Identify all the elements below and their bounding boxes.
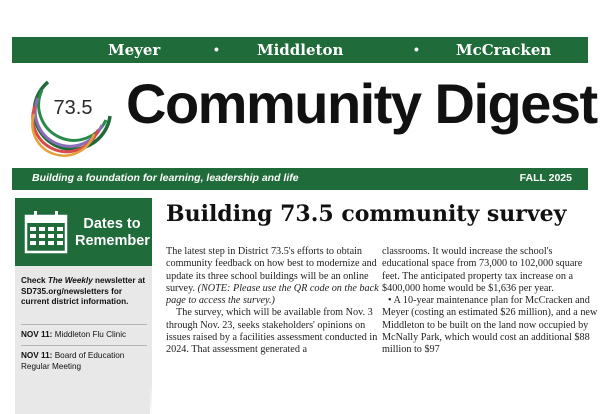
article-column-1 — [166, 246, 384, 357]
school-names-bar — [12, 37, 588, 63]
article-paragraph: • A 10-year maintenance plan for McCracken and Meyer (costing an estimated $26 million), and a new Middleton to be built on the land now occupied by McNally Park, which would cost an additional $88 million to $97 — [382, 295, 598, 356]
dates-sidebar — [15, 198, 152, 414]
event-date: NOV 11: — [21, 351, 53, 360]
event-item — [21, 351, 149, 372]
note-suffix: newsletter at SD735.org/newsletters for current district information. — [21, 276, 146, 306]
dates-title-line1: Dates to — [83, 216, 141, 232]
article-paragraph — [166, 246, 384, 307]
newsletter-name: The Weekly — [47, 276, 93, 285]
issue-season: FALL 2025 — [519, 172, 572, 184]
calendar-icon — [24, 210, 68, 254]
event-text: Board of Education Regular Meeting — [21, 351, 125, 371]
article-headline: Building 73.5 community survey — [166, 201, 567, 227]
event-text: Middleton Flu Clinic — [54, 330, 127, 339]
divider — [21, 345, 147, 346]
bottom-fade — [150, 382, 600, 414]
newsletter-note — [21, 276, 149, 308]
separator-dot: • — [414, 41, 419, 57]
school-name-middleton: Middleton — [257, 41, 344, 59]
qr-note: (NOTE: Please use the QR code on the back page to access the survey.) — [166, 282, 379, 307]
note-prefix: Check — [21, 276, 46, 285]
paragraph-text: The latest step in District 73.5's efforts to obtain community feedback on how best to modernize and update its three school buildings will be an online survey. — [166, 246, 377, 294]
divider — [21, 324, 147, 325]
event-item — [21, 330, 149, 341]
separator-dot: • — [214, 41, 219, 57]
tagline-text: Building a foundation for learning, leadership and life — [32, 172, 299, 184]
dates-header — [15, 198, 152, 266]
newsletter-title: Community Digest — [126, 72, 597, 135]
logo-text: 73.5 — [53, 97, 93, 119]
tagline-bar — [12, 168, 588, 190]
article-paragraph: classrooms. It would increase the school's educational space from 73,000 to 102,000 square feet. The anticipated property tax increase on a $400,000 home would be $1,636 per year. — [382, 246, 583, 294]
district-logo — [18, 70, 118, 162]
event-date: NOV 11: — [21, 330, 53, 339]
article-column-2 — [382, 246, 600, 357]
dates-title — [75, 216, 149, 250]
dates-title-line2: Remember — [75, 233, 150, 249]
school-name-meyer: Meyer — [108, 41, 161, 59]
school-name-mccracken: McCracken — [456, 41, 552, 59]
article-paragraph: The survey, which will be available from Nov. 3 through Nov. 23, seeks stakeholders' opinions on issues raised by a facilities assessment conducted in 2024. That assessment generated a — [166, 307, 378, 356]
